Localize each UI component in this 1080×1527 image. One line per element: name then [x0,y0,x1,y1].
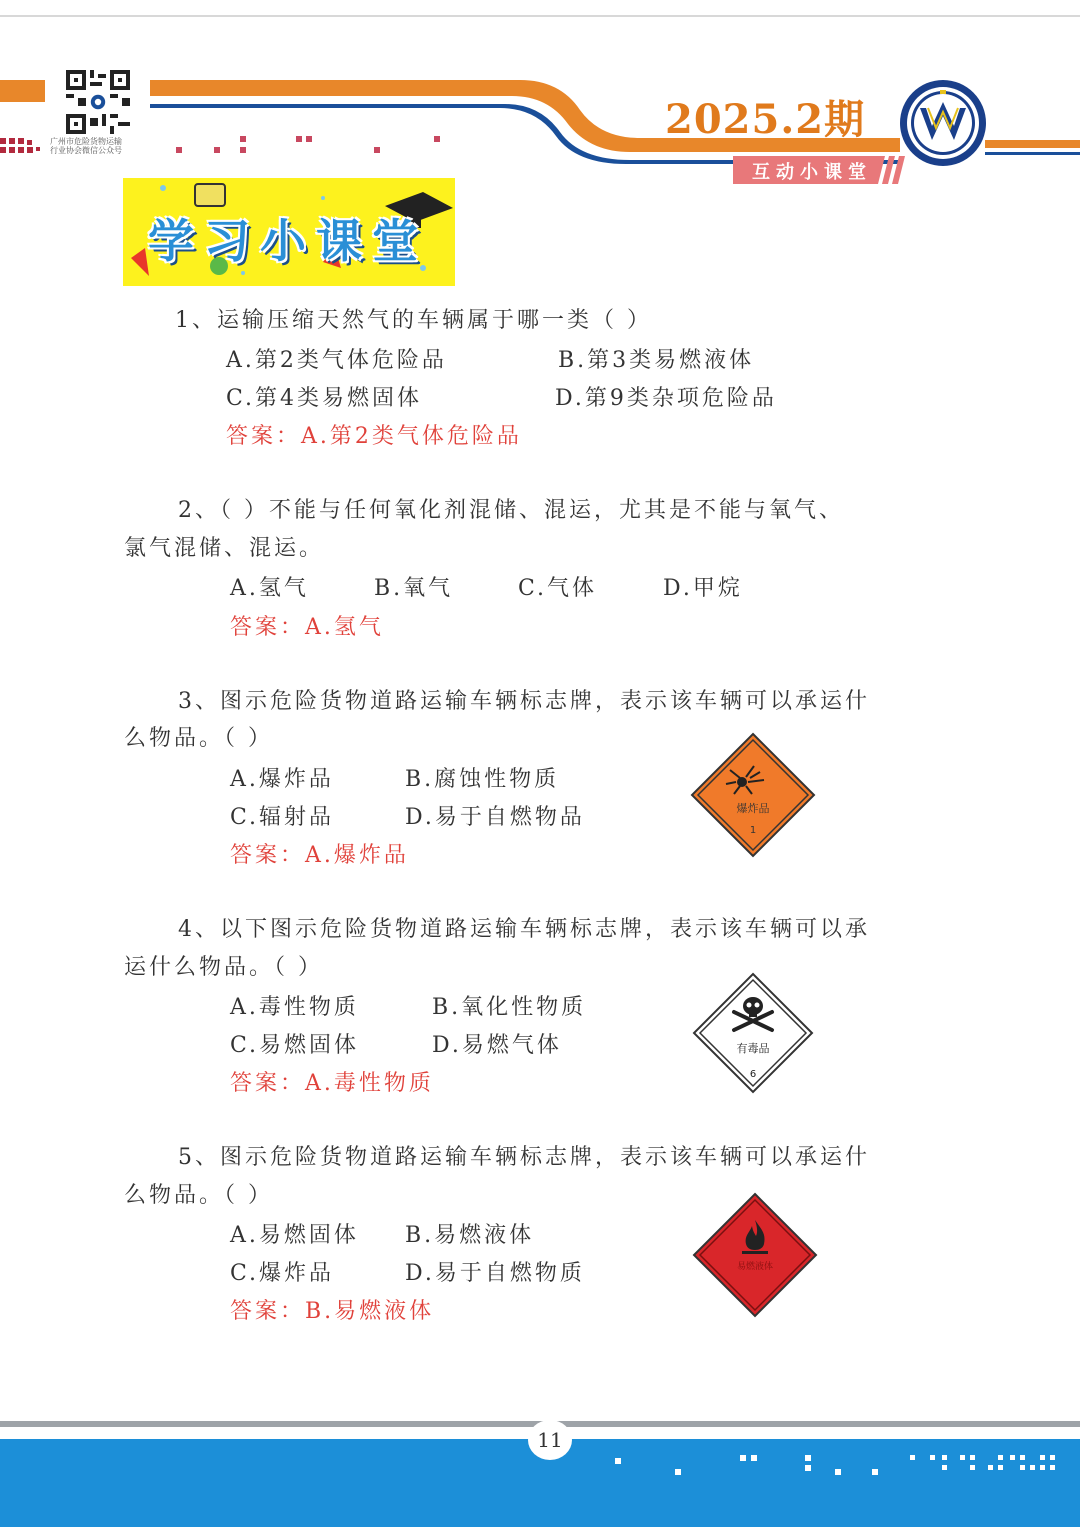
question-3-answer: 答案：A.爆炸品 [230,843,409,868]
question-3-line2: 么物品。（ ） [124,726,273,751]
question-1-option-d: D.第9类杂项危险品 [555,386,777,411]
question-5-option-b: B.易燃液体 [405,1223,535,1248]
question-3-option-c: C.辐射品 [230,805,335,830]
explosive-placard [690,732,816,858]
question-5-line2: 么物品。（ ） [124,1183,273,1208]
qr-code[interactable] [66,70,130,134]
question-1-option-a: A.第2类气体危险品 [226,348,447,373]
top-rule [0,15,1080,17]
question-4-option-d: D.易燃气体 [432,1033,562,1058]
section-title: 互动小课堂 [752,162,872,183]
question-1-answer: 答案：A.第2类气体危险品 [226,424,522,449]
qr-caption-line1: 广州市危险货物运输 [50,137,122,146]
question-3-option-d: D.易于自燃物品 [405,805,585,830]
question-1-option-c: C.第4类易燃固体 [226,386,423,411]
association-logo [898,78,988,168]
toxic-placard-label: 有毒品 [736,1042,770,1055]
question-4-option-c: C.易燃固体 [230,1033,360,1058]
question-2-option-b: B.氧气 [374,576,454,601]
question-2-answer: 答案：A.氢气 [230,615,384,640]
question-5-option-c: C.爆炸品 [230,1261,335,1286]
question-4-answer: 答案：A.毒性物质 [230,1071,434,1096]
question-3-option-a: A.爆炸品 [230,767,334,792]
qr-caption [50,137,150,155]
explosive-placard-number: 1 [749,825,757,836]
question-2-line2: 氯气混储、混运。 [124,536,325,561]
question-5-line1: 5、图示危险货物道路运输车辆标志牌，表示该车辆可以承运什 [178,1145,870,1170]
question-1-text: 1、运输压缩天然气的车辆属于哪一类（ ） [175,308,652,333]
question-2-option-d: D.甲烷 [663,576,743,601]
question-2-option-c: C.气体 [518,576,598,601]
question-4-line2: 运什么物品。（ ） [124,955,323,980]
toxic-placard [692,972,814,1094]
issue-number: 2025.2期 [665,96,866,143]
flammable-placard [692,1192,818,1318]
page-number: 11 [528,1420,572,1460]
question-5-option-d: D.易于自燃物质 [405,1261,585,1286]
question-5-option-a: A.易燃固体 [230,1223,359,1248]
question-4-option-b: B.氧化性物质 [432,995,587,1020]
question-4-option-a: A.毒性物质 [230,995,359,1020]
toxic-placard-number: 6 [749,1069,757,1080]
question-2-line1: 2、（ ）不能与任何氧化剂混储、混运，尤其是不能与氧气、 [178,498,844,523]
explosive-placard-label: 爆炸品 [736,802,770,815]
question-3-option-b: B.腐蚀性物质 [405,767,560,792]
question-2-option-a: A.氢气 [230,576,309,601]
question-5-answer: 答案：B.易燃液体 [230,1299,435,1324]
qr-caption-line2: 行业协会微信公众号 [50,146,122,155]
question-4-line1: 4、以下图示危险货物道路运输车辆标志牌，表示该车辆可以承 [178,917,870,942]
flammable-placard-label: 易燃液体 [736,1262,774,1272]
banner-title: 学习小课堂 [148,214,428,268]
question-3-line1: 3、图示危险货物道路运输车辆标志牌，表示该车辆可以承运什 [178,689,870,714]
question-1-option-b: B.第3类易燃液体 [558,348,755,373]
